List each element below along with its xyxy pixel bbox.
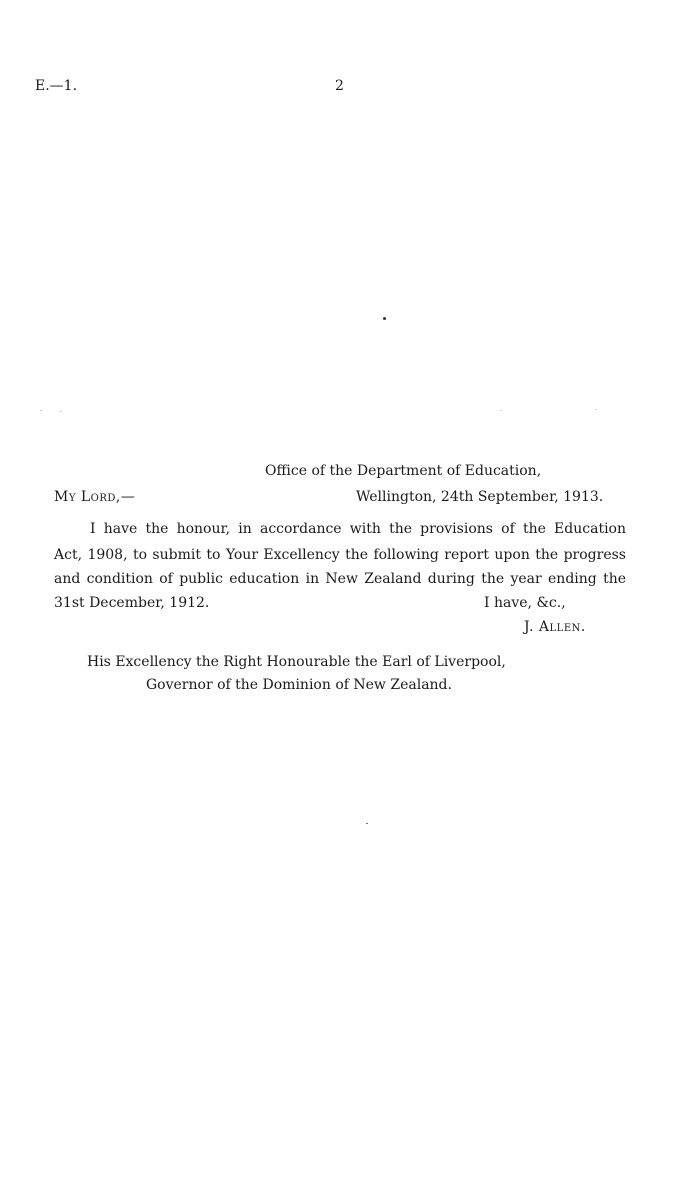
signature: J. Allen. (524, 619, 586, 635)
scan-speck (366, 823, 368, 824)
body-line-3: and condition of public education in New Zealand during the year ending the (54, 571, 626, 587)
scan-speck (40, 410, 42, 411)
series-code: E.—1. (35, 78, 78, 94)
place-date: Wellington, 24th September, 1913. (356, 489, 604, 505)
scan-speck (500, 410, 502, 411)
page-number: 2 (335, 78, 344, 94)
scan-speck (595, 409, 597, 410)
scan-dot (383, 317, 386, 320)
body-line-2: Act, 1908, to submit to Your Excellency the following report upon the progress (54, 547, 626, 563)
body-last-line: 31st December, 1912. (54, 595, 210, 611)
addressee-line-2: Governor of the Dominion of New Zealand. (146, 677, 452, 693)
body-line-1: I have the honour, in accordance with the provisions of the Education (90, 521, 626, 537)
salutation: My Lord,— (54, 489, 136, 505)
closing: I have, &c., (484, 595, 566, 611)
addressee-line-1: His Excellency the Right Honourable the Earl of Liverpool, (87, 654, 506, 670)
scan-speck (60, 411, 62, 412)
office-line: Office of the Department of Education, (265, 463, 542, 479)
